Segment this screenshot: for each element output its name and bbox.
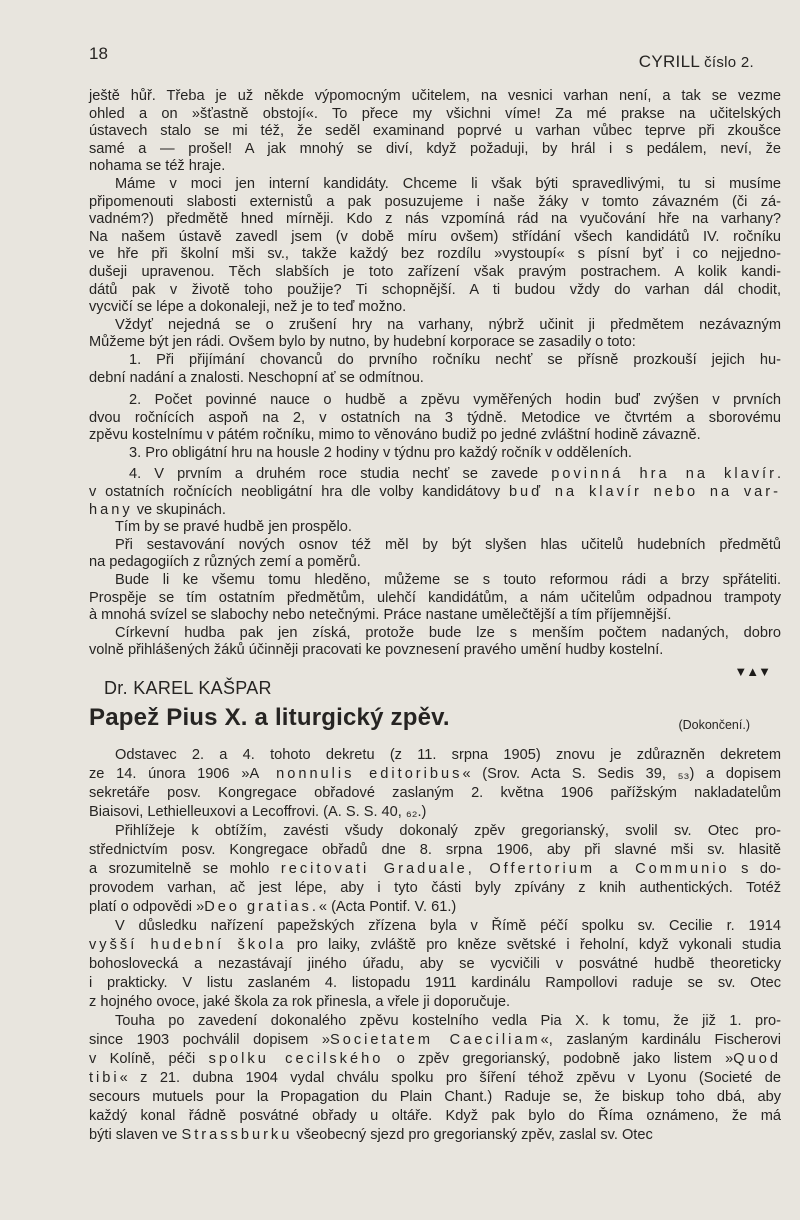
- text-run: Prospěje se tím ostatním předmětům, ulehčí kandidátům, a nám učitelům odpadnou trampoty: [89, 589, 781, 606]
- paragraph: [89, 176, 781, 317]
- text-run: připomenouti slabosti externistů a pak posuzujeme i naše žáky v tomto závazném (či zá-: [89, 193, 781, 210]
- text-line: [89, 158, 781, 176]
- spaced-emphasis: recitovati Graduale, Offertorium a Communio: [280, 861, 730, 877]
- text-run: Biaisovi, Lethielleuxovi a Lecoffrovi. (A. S. S. 40, ₆₂.): [89, 804, 427, 820]
- text-line: [89, 917, 781, 936]
- text-run: «, zaslaným kardinálu Fischerovi: [540, 1032, 781, 1048]
- article-title: Papež Pius X. a liturgický zpěv.: [89, 704, 450, 731]
- text-run: « z 21. dubna 1904 vydal chválu spolku pro šíření téhož zpěvu v Lyonu (Societé de: [119, 1070, 781, 1086]
- text-run: na pedagogiích z různých zemí a poměrů.: [89, 554, 361, 571]
- text-run: vadném?) předmětě hned mírněji. Kdo z nás vzpomíná rád na vyučování hře na varhany?: [89, 211, 781, 228]
- text-run: Při sestavování nových osnov též měl by být slyšen hlas učitelů hudebních předmětů: [115, 536, 781, 553]
- paragraph: [89, 317, 781, 352]
- text-run: « (Srov. Acta S. Sedis 39, ₅₃) a dopisem: [462, 766, 782, 782]
- text-run: 3. Pro obligátní hru na housle 2 hodiny v týdnu pro každý ročník v odděleních.: [129, 444, 632, 461]
- text-run: ze 14. února 1906 »: [89, 766, 250, 782]
- text-line: [89, 1012, 781, 1031]
- spaced-emphasis: Deo gratias.: [204, 899, 319, 915]
- running-head: [639, 52, 754, 72]
- text-line: [89, 1050, 781, 1069]
- text-line: [89, 176, 781, 194]
- text-line: [89, 1069, 781, 1088]
- text-run: bohoslovecká a nezastávají jiného úřadu, aby se vycvičili v posvátné hudbě theoreticky: [89, 956, 781, 972]
- spaced-emphasis: Strassburku: [181, 1127, 293, 1143]
- text-line: [89, 590, 781, 608]
- text-line: [89, 822, 781, 841]
- text-line: [89, 334, 781, 352]
- text-line: [89, 106, 781, 124]
- text-run: Odstavec 2. a 4. tohoto dekretu (z 11. srpna 1905) znovu je zdůrazněn dekretem: [115, 747, 781, 763]
- paragraph: [89, 445, 781, 463]
- journal-name: CYRILL: [638, 52, 701, 71]
- text-line: [89, 1031, 781, 1050]
- text-run: dební nadání a znalosti. Neschopní ať se odmítnou.: [89, 369, 424, 386]
- text-run: ještě hůř. Třeba je už někde výpomocným učitelem, na vesnici varhan není, a tak se vezme: [89, 88, 781, 104]
- text-run: secours mutuels pour la Propagation du Plain Chant.) Raduje se, že biskup toho dbá, aby: [89, 1089, 781, 1105]
- text-run: vycvičí se lépe a dokonaleji, než je to teď možno.: [89, 299, 407, 316]
- text-line: [89, 841, 781, 860]
- text-line: [89, 936, 781, 955]
- spaced-emphasis: hany: [89, 501, 133, 518]
- text-line: [89, 1088, 781, 1107]
- article-author: Dr. KAREL KAŠPAR: [104, 678, 272, 698]
- text-line: [89, 317, 781, 335]
- text-line: [89, 519, 781, 537]
- text-line: [89, 765, 781, 784]
- text-run: à mnohá svízel se slabochy nebo netečnými. Práce nastane umělečtější a tím příjemnější.: [89, 607, 672, 624]
- text-run: dátů pak v životě toho použije? Ti schopnější. A ti budou vždy do varhan dál chodit,: [89, 281, 781, 298]
- text-run: V důsledku nařízení papežských zřízena byla v Římě péčí spolku sv. Cecilie r. 1914: [115, 918, 781, 934]
- text-line: [89, 299, 781, 317]
- text-run: nohama se též hraje.: [89, 158, 226, 175]
- text-run: Máme v moci jen interní kandidáty. Chceme li však býti spravedlivými, tu si musíme: [115, 175, 781, 192]
- paragraph: [89, 537, 781, 572]
- text-run: Můžeme být jen rádi. Ovšem bylo by nutno, by hudební korporace se zasadily o toto:: [89, 334, 636, 351]
- text-line: [89, 264, 781, 282]
- text-run: o zpěv gregorianský, podobně jako listem »: [383, 1051, 734, 1067]
- text-line: [89, 410, 781, 428]
- paragraph: [89, 352, 781, 387]
- text-line: [89, 194, 781, 212]
- text-run: Bude li ke všemu tomu hleděno, můžeme se s touto reformou rádi a brzy spřáteliti.: [115, 572, 781, 589]
- text-line: [89, 352, 781, 370]
- spaced-emphasis: povinná hra na klavír: [551, 466, 777, 483]
- spaced-emphasis: tibi: [89, 1070, 120, 1086]
- spaced-emphasis: spolku cecilského: [208, 1051, 384, 1067]
- text-run: pro laiky, zvláště pro kněze světské i řeholní, když vykonali studia: [286, 937, 781, 953]
- text-run: Vždyť nejedná se o zrušení hry na varhany, nýbrž učinit ji předmětem nezávazným: [115, 316, 781, 333]
- text-line: [89, 466, 781, 484]
- text-line: [89, 860, 781, 879]
- text-run: s do-: [729, 861, 781, 877]
- text-run: 4. V prvním a druhém roce studia nechť se zavede: [129, 466, 552, 483]
- text-run: 2. Počet povinné nauce o hudbě a zpěvu vyměřených hodin buď zvýšen v prvních: [129, 392, 781, 409]
- text-line: [89, 445, 781, 463]
- text-run: Touha po zavedení dokonalého zpěvu kostelního vedla Pia X. k tomu, že již 1. pro-: [115, 1013, 781, 1029]
- text-line: [89, 572, 781, 590]
- text-run: ústavech stalo se mi též, že seděl examinand poprvé u varhan vůbec teprve při zkoušce: [89, 123, 781, 140]
- text-run: z hojného ovoce, jaké škola za rok přinesla, a vřele ji doporučuje.: [89, 994, 511, 1010]
- text-run: Církevní hudba pak jen získá, protože bude lze s menším počtem nadaných, dobro: [115, 624, 781, 641]
- paragraph: [89, 572, 781, 625]
- text-line: [89, 955, 781, 974]
- text-line: [89, 625, 781, 643]
- text-run: samé a — prošel! A jak mnohý se diví, když požaduji, by hrál i s pedálem, neví, že: [89, 140, 781, 157]
- text-line: [89, 427, 781, 445]
- text-line: [89, 392, 781, 410]
- text-line: [89, 484, 781, 502]
- paragraph: [89, 519, 781, 537]
- text-line: [89, 141, 781, 159]
- continuation-note: (Dokončení.): [678, 718, 750, 732]
- text-line: [89, 229, 781, 247]
- text-line: [89, 993, 781, 1012]
- text-line: [89, 803, 781, 822]
- text-line: [89, 642, 781, 660]
- text-run: provodem varhan, ač jest lépe, aby i tyto části byly zpívány z knih authentických. Totéž: [89, 880, 781, 896]
- paragraph: [89, 1012, 781, 1145]
- text-line: [89, 879, 781, 898]
- page-number: 18: [89, 44, 108, 63]
- text-line: [89, 746, 781, 765]
- paragraph: [89, 625, 781, 660]
- text-run: sekretáře posv. Kongregace obřadové zaslaným 2. května 1906 pařížským nakladatelům: [89, 785, 781, 801]
- text-run: ve skupinách.: [132, 501, 226, 518]
- spaced-emphasis: Societatem Caeciliam: [329, 1032, 541, 1048]
- text-run: zpěvu kostelnímu v pátém ročníku, mimo to věnováno budiž po jedné zvláštní hodině závazně.: [89, 427, 701, 444]
- text-run: a srozumitelně se mohlo: [89, 861, 281, 877]
- text-run: všeobecný sjezd pro gregorianský zpěv, zaslal sv. Otec: [292, 1127, 653, 1143]
- text-line: [89, 282, 781, 300]
- text-line: [89, 246, 781, 264]
- text-run: dvou ročnících aspoň na 2, v ostatních na 3 týdně. Metodice ve čtvrtém a sborovému: [89, 409, 781, 426]
- text-line: [89, 502, 781, 520]
- text-line: [89, 370, 781, 388]
- spaced-emphasis: buď na klavír nebo na var-: [508, 484, 781, 501]
- paragraph: [89, 466, 781, 519]
- section-divider-ornament-icon: ▼▲▼: [734, 664, 770, 679]
- article-2-body: [89, 746, 781, 1145]
- spaced-emphasis: A nonnulis editoribus: [249, 766, 463, 782]
- text-line: [89, 88, 781, 106]
- text-run: býti slaven ve: [89, 1127, 182, 1143]
- text-run: ve hře při školní mši sv., takže každý bez rozdílu »vystoupí« s písní byť i co nejjedno-: [89, 246, 781, 263]
- text-line: [89, 1126, 781, 1145]
- text-run: v ostatních ročnících neobligátní hra dle volby kandidátovy: [89, 484, 509, 501]
- text-line: [89, 1107, 781, 1126]
- spaced-emphasis: Quod: [733, 1051, 781, 1067]
- text-run: volně přihlášených žáků účinněji pracovati ke povznesení pravého umění hudby kostelní.: [89, 642, 664, 659]
- spaced-emphasis: vyšší hudební škola: [89, 937, 287, 953]
- text-run: « (Acta Pontif. V. 61.): [318, 899, 457, 915]
- text-run: střednictvím posv. Kongregace obřadů dne 8. srpna 1906, aby při slavné mši sv. hlasitě: [89, 842, 781, 858]
- paragraph: [89, 917, 781, 1012]
- text-run: platí o odpovědi »: [89, 899, 205, 915]
- text-run: since 1903 pochválil dopisem »: [89, 1032, 330, 1048]
- paragraph: [89, 746, 781, 822]
- text-line: [89, 784, 781, 803]
- paragraph: [89, 822, 781, 917]
- text-run: i prakticky. V listu zaslaném 4. listopadu 1911 kardinálu Rampollovi raduje se sv. Otec: [89, 975, 781, 991]
- issue-number: číslo 2.: [704, 54, 754, 71]
- text-run: každý konal řádně posvátné obřady u oltáře. Když pak bylo do Říma oznámeno, že má: [89, 1108, 781, 1124]
- text-line: [89, 211, 781, 229]
- text-run: dušeji upravenou. Těch slabších je toto zařízení však pravým postrachem. A kolik kandi-: [89, 263, 781, 280]
- text-line: [89, 123, 781, 141]
- text-line: [89, 554, 781, 572]
- text-run: .: [776, 466, 781, 483]
- text-line: [89, 898, 781, 917]
- text-run: Na našem ústavě zavedl jsem (v době míru ovšem) střídání všech kandidátů IV. ročníku: [89, 228, 781, 245]
- text-run: v Kolíně, péči: [89, 1051, 209, 1067]
- text-line: [89, 974, 781, 993]
- paragraph: [89, 392, 781, 445]
- text-run: Tím by se pravé hudbě jen prospělo.: [115, 519, 352, 536]
- text-run: 1. Při přijímání chovanců do prvního ročníku nechť se přísně prozkouší jejich hu-: [129, 351, 781, 368]
- text-run: Přihlížeje k obtížím, zavésti všudy dokonalý zpěv gregorianský, svolil sv. Otec pro-: [115, 823, 781, 839]
- article-1-body: [89, 88, 781, 660]
- text-line: [89, 537, 781, 555]
- text-run: ohled a on »šťastně obstojí«. To přece my všichni víme! Za mé prakse na učitelských: [89, 105, 781, 122]
- text-line: [89, 607, 781, 625]
- paragraph: [89, 88, 781, 176]
